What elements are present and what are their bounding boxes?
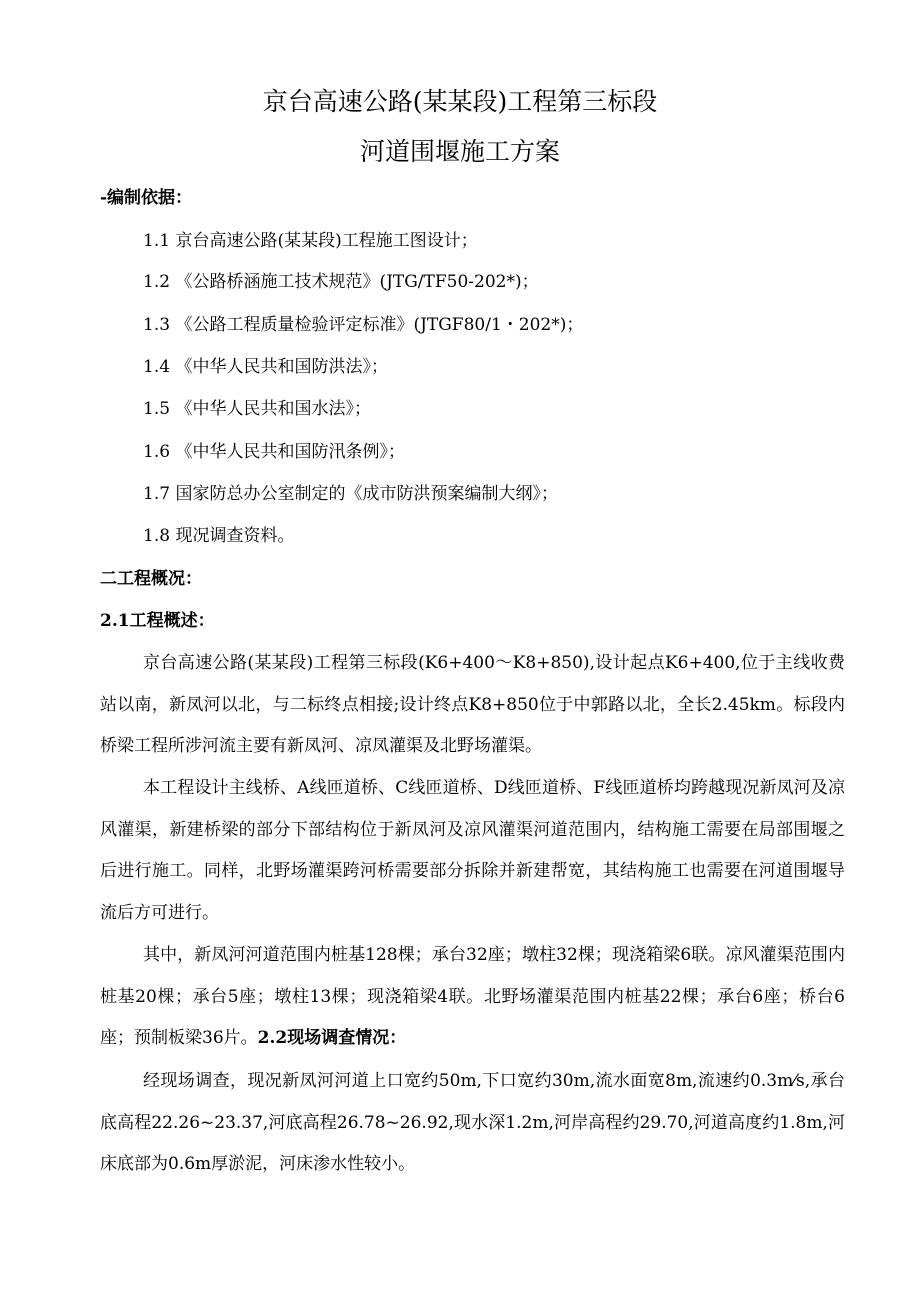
survey-paragraph: 经现场调查，现况新凤河河道上口宽约50m,下口宽约30m,流水面宽8m,流速约0.3m⁄s,承台底高程22.26~23.37,河底高程26.78~26.92,现水深1.2m,河岸高程约29.70,河道高度约1.8m,河床底部为0.6m厚淤泥，河床渗水性较小。 [100,1071,845,1174]
overview-paragraph-3 [100,935,845,1060]
basis-item-5: 1.5 《中华人民共和国水法》； [143,399,371,419]
section2-heading: 二工程概况： [100,569,202,589]
subsection-2-1-heading: 2.1工程概述： [100,611,215,631]
overview-paragraph-2: 本工程设计主线桥、A线匝道桥、C线匝道桥、D线匝道桥、F线匝道桥均跨越现况新凤河及凉风灌渠，新建桥梁的部分下部结构位于新凤河及凉风灌渠河道范围内，结构施工需要在局部围堰之后进行施工。同样，北野场灌渠跨河桥需要部分拆除并新建帮宽，其结构施工也需要在河道围堰导流后方可进行。 [100,778,845,923]
basis-item-8: 1.8 现况调查资料。 [143,526,295,546]
document-title-line1: 京台高速公路(某某段)工程第三标段 [262,87,658,116]
basis-item-6: 1.6 《中华人民共和国防汛条例》； [143,442,405,462]
subsection-2-2-heading: 2.2现场调查情况： [257,1028,407,1048]
document-title-line2: 河道围堰施工方案 [359,137,560,166]
basis-item-4: 1.4 《中华人民共和国防洪法》； [143,357,388,377]
basis-item-7: 1.7 国家防总办公室制定的《成市防洪预案编制大纲》； [143,484,558,504]
overview-paragraph-1: 京台高速公路(某某段)工程第三标段(K6+400～K8+850),设计起点K6+400,位于主线收费站以南，新凤河以北，与二标终点相接;设计终点K8+850位于中郭路以北，全长2.45km。标段内桥梁工程所涉河流主要有新凤河、凉凤灌渠及北野场灌渠。 [100,653,845,756]
section1-heading: -编制依据： [100,188,193,208]
basis-item-1: 1.1 京台高速公路(某某段)工程施工图设计； [143,231,478,251]
basis-item-3: 1.3 《公路工程质量检验评定标准》(JTGF80/1・202*)； [143,315,584,335]
basis-item-2: 1.2 《公路桥涵施工技术规范》(JTG/TF50-202*)； [143,272,539,292]
overview-paragraph-3-text: 其中，新凤河河道范围内桩基128棵；承台32座；墩柱32棵；现浇箱梁6联。凉风灌渠范围内桩基20棵；承台5座；墩柱13棵；现浇箱梁4联。北野场灌渠范围内桩基22棵；承台6座；桥台6座；预制板梁36片。 [100,945,845,1048]
